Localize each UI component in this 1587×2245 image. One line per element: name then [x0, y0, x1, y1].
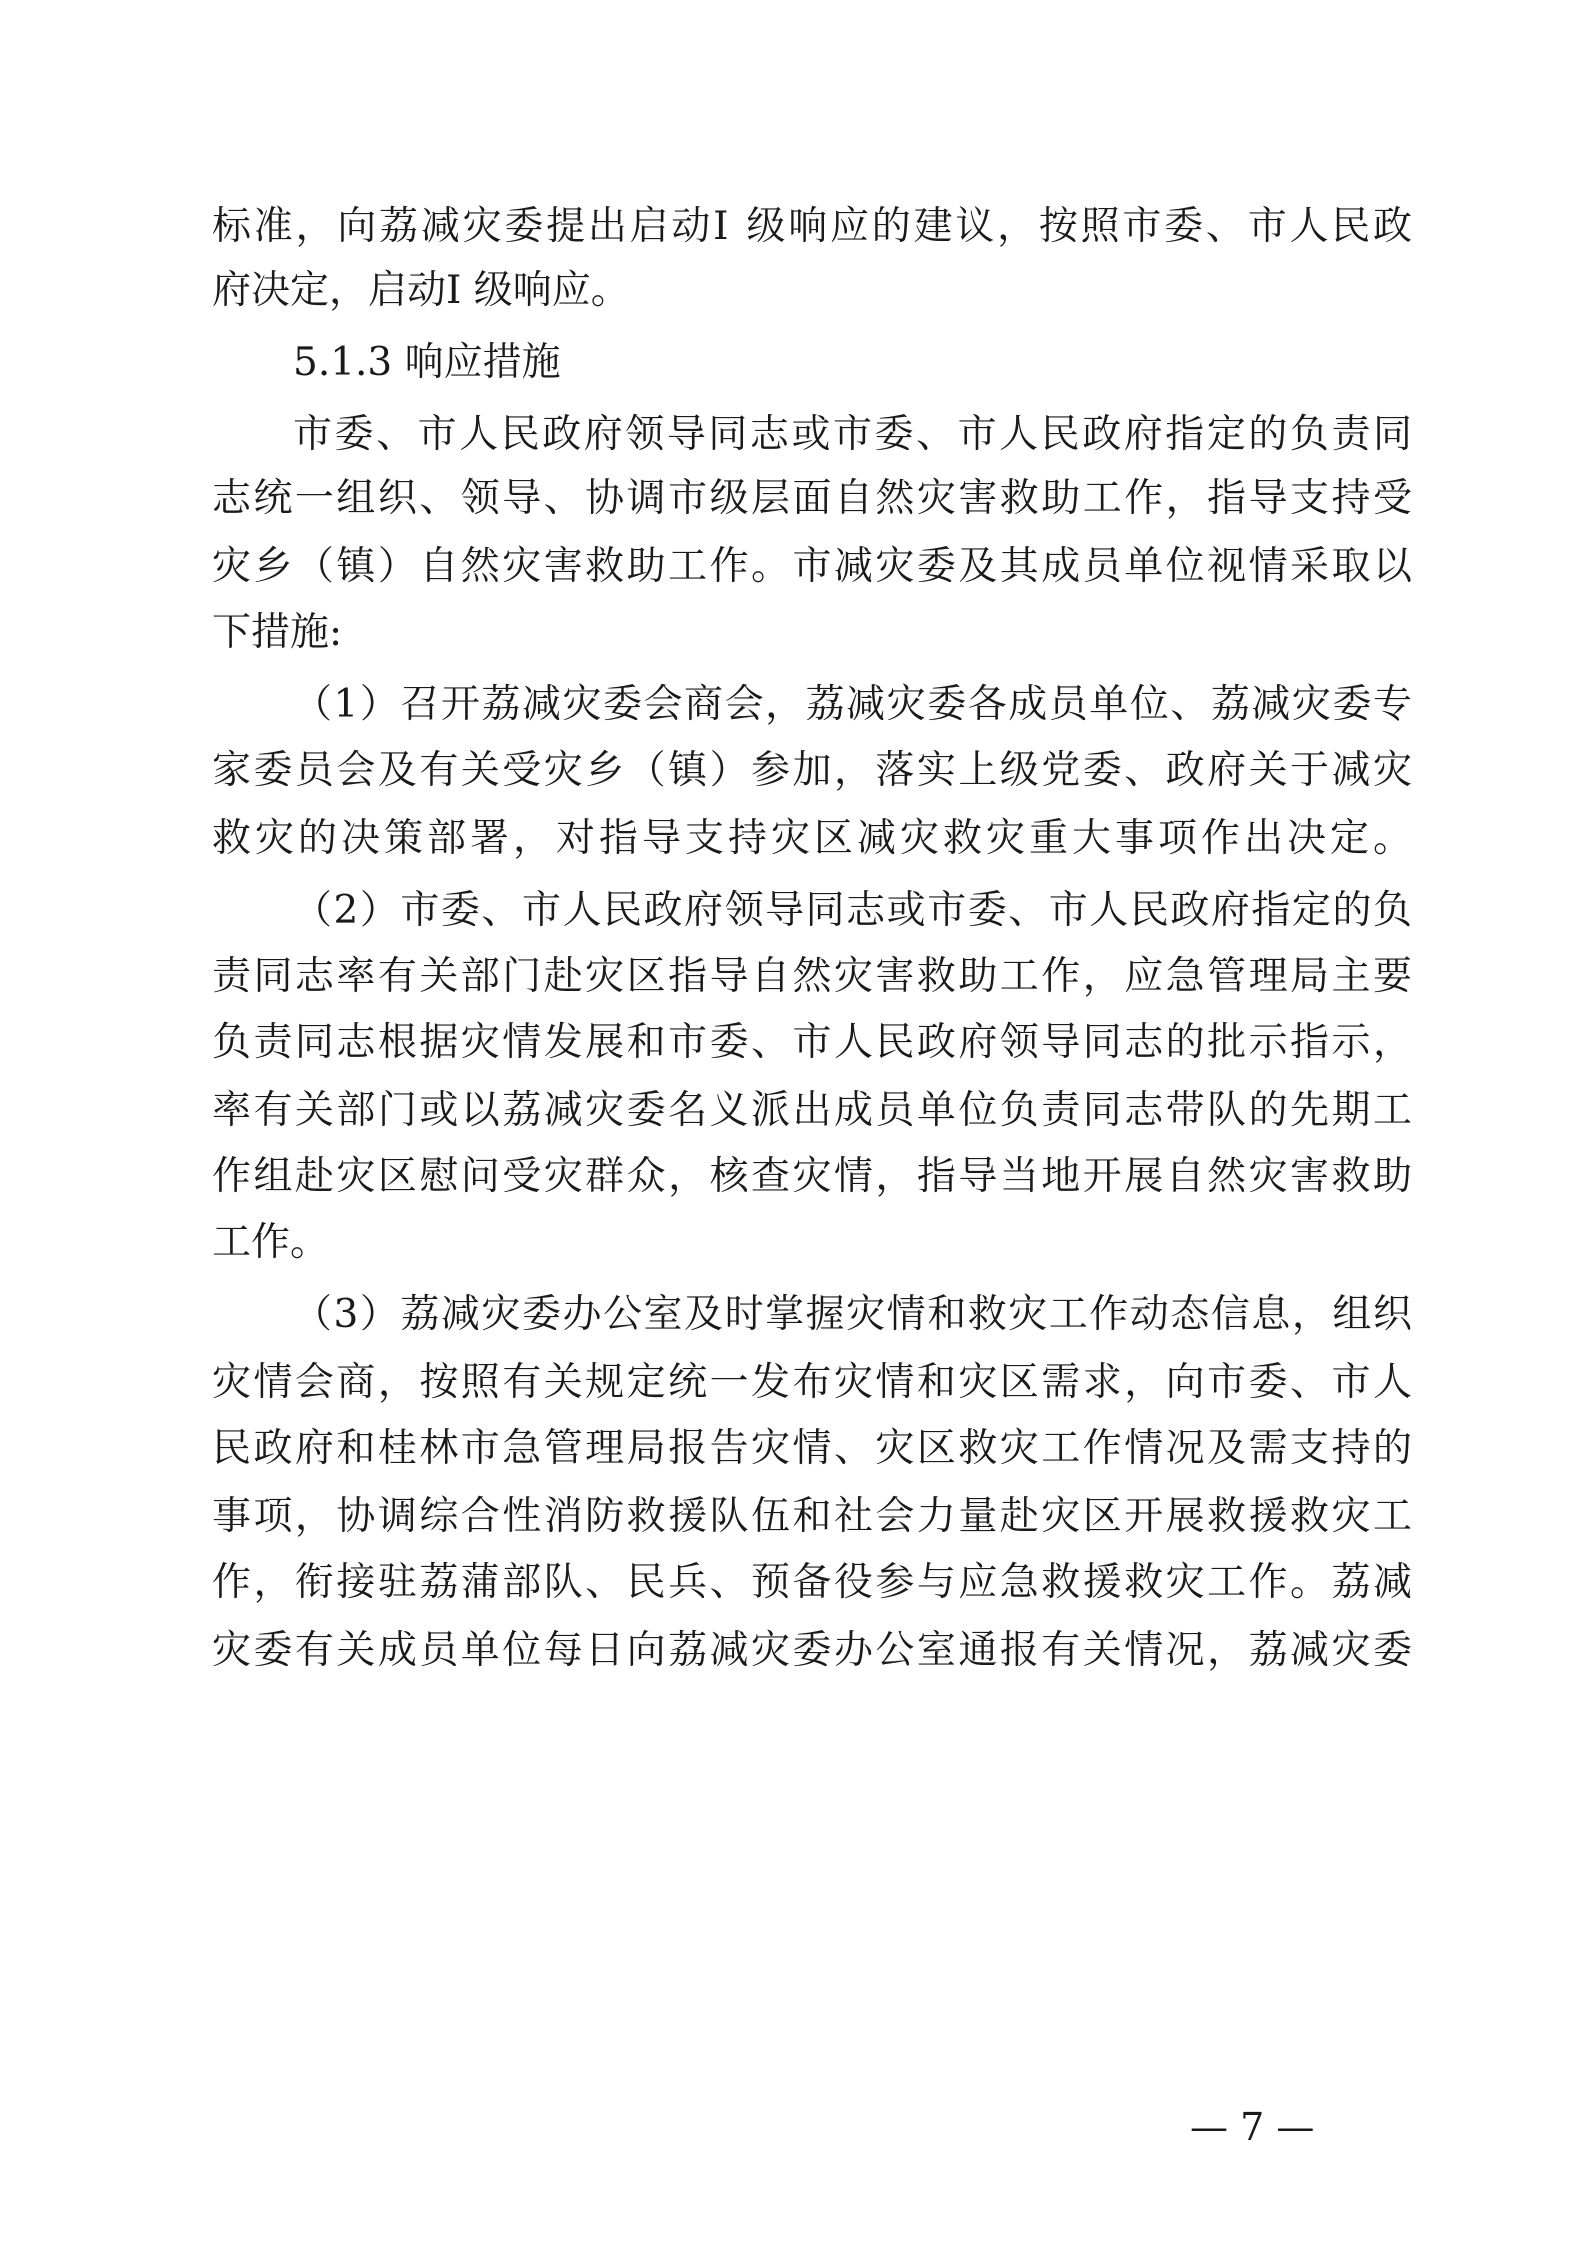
body-line: 府决定，启动Ⅰ 级响应。: [212, 268, 630, 313]
body-line: 责同志率有关部门赴灾区指导自然灾害救助工作，应急管理局主要: [212, 954, 1412, 999]
body-line: 事项，协调综合性消防救援队伍和社会力量赴灾区开展救援救灾工: [212, 1494, 1412, 1539]
body-line: （2）市委、市人民政府领导同志或市委、市人民政府指定的负: [293, 888, 1412, 933]
body-line: 作，衔接驻荔蒲部队、民兵、预备役参与应急救援救灾工作。荔减: [212, 1560, 1412, 1605]
body-line: 灾乡（镇）自然灾害救助工作。市减灾委及其成员单位视情采取以: [212, 544, 1412, 589]
body-line: 下措施:: [212, 610, 343, 655]
page-number: — 7 —: [1190, 2105, 1315, 2149]
body-line: 负责同志根据灾情发展和市委、市人民政府领导同志的批示指示，: [212, 1020, 1412, 1065]
body-line: 灾委有关成员单位每日向荔减灾委办公室通报有关情况，荔减灾委: [212, 1628, 1412, 1673]
body-line: 救灾的决策部署，对指导支持灾区减灾救灾重大事项作出决定。: [212, 816, 1412, 861]
body-line: 市委、市人民政府领导同志或市委、市人民政府指定的负责同: [293, 412, 1412, 457]
body-line: 工作。: [212, 1220, 330, 1265]
body-line: 率有关部门或以荔减灾委名义派出成员单位负责同志带队的先期工: [212, 1088, 1412, 1133]
body-line: 标准，向荔减灾委提出启动Ⅰ 级响应的建议，按照市委、市人民政: [212, 204, 1412, 249]
body-line: 志统一组织、领导、协调市级层面自然灾害救助工作，指导支持受: [212, 476, 1412, 521]
body-line: （3）荔减灾委办公室及时掌握灾情和救灾工作动态信息，组织: [293, 1292, 1412, 1337]
body-line: 灾情会商，按照有关规定统一发布灾情和灾区需求，向市委、市人: [212, 1360, 1412, 1405]
body-line: （1）召开荔减灾委会商会，荔减灾委各成员单位、荔减灾委专: [293, 682, 1412, 727]
body-line: 家委员会及有关受灾乡（镇）参加，落实上级党委、政府关于减灾: [212, 748, 1412, 793]
body-line: 作组赴灾区慰问受灾群众，核查灾情，指导当地开展自然灾害救助: [212, 1154, 1412, 1199]
section-heading: 5.1.3 响应措施: [293, 340, 561, 385]
body-line: 民政府和桂林市急管理局报告灾情、灾区救灾工作情况及需支持的: [212, 1426, 1412, 1471]
